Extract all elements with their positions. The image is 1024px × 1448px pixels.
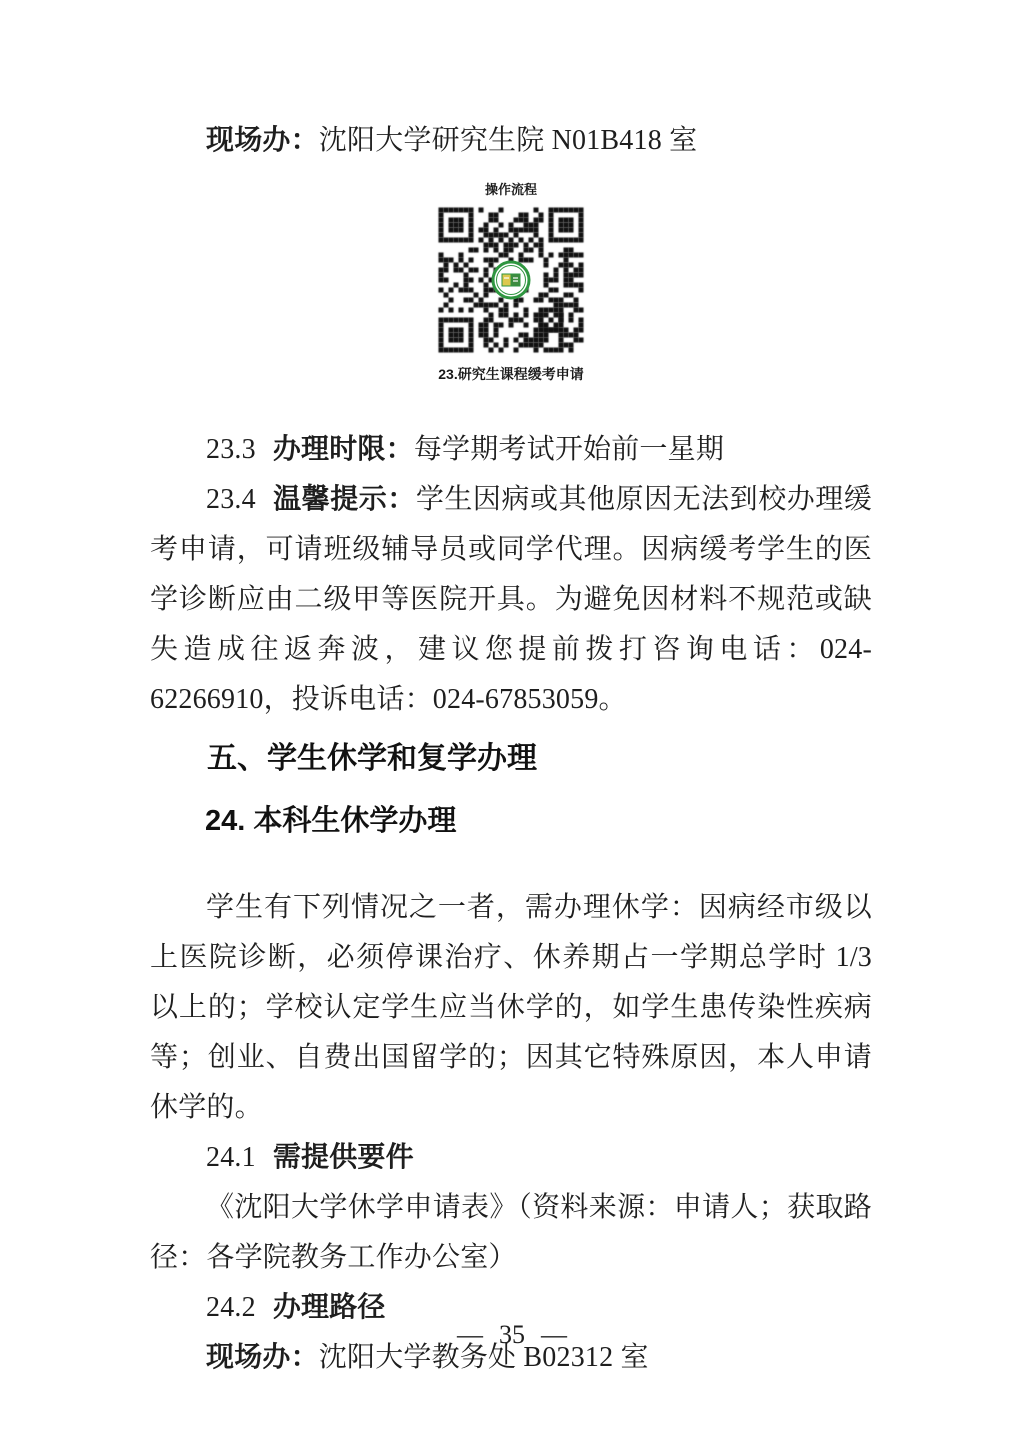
section-number: 24.2 (206, 1292, 256, 1323)
section-23-3 (150, 425, 872, 475)
onsite-text: 沈阳大学教务处 B02312 室 (318, 1342, 649, 1373)
section-23-4 (150, 475, 872, 725)
qr-title: 操作流程 (484, 182, 537, 197)
section-label: 办理路径 (272, 1292, 386, 1323)
footer-dash: — (457, 1320, 483, 1349)
page-number: 35 (499, 1320, 525, 1349)
section-label: 温馨提示： (272, 484, 416, 515)
page-footer (0, 1320, 1024, 1350)
chapter-heading: 五、学生休学和复学办理 (207, 742, 537, 775)
qr-block (150, 182, 872, 383)
text-column (150, 116, 872, 1383)
section-24-1 (150, 1133, 872, 1183)
onsite-label: 现场办： (206, 1342, 319, 1373)
onsite-text: 沈阳大学研究生院 N01B418 室 (318, 125, 698, 156)
section-text: 每学期考试开始前一星期 (413, 434, 725, 465)
section-label: 办理时限： (272, 434, 414, 465)
qr-caption: 23.研究生课程缓考申请 (438, 366, 584, 382)
paragraph-24-1: 《沈阳大学休学申请表》（资料来源：申请人；获取路径：各学院教务工作办公室） (150, 1192, 872, 1273)
onsite-grad-line (150, 116, 872, 166)
section-text: 学生因病或其他原因无法到校办理缓考申请，可请班级辅导员或同学代理。因病缓考学生的医学诊断应由二级甲等医院开具。为避免因材料不规范或缺失造成往返奔波，建议您提前拨打咨询电话：024-62266910，投诉电话：024-67853059。 (150, 484, 872, 715)
qr-wrap (437, 206, 585, 354)
sections (150, 425, 872, 1383)
section-number: 24.1 (206, 1142, 256, 1173)
section-label: 需提供要件 (272, 1142, 414, 1173)
item-24-heading: 24. 本科生休学办理 (205, 805, 457, 837)
university-logo-icon (491, 260, 531, 300)
footer-dash: — (541, 1320, 567, 1349)
section-number: 23.3 (206, 434, 256, 465)
onsite-label: 现场办： (206, 125, 319, 156)
paragraph-24: 学生有下列情况之一者，需办理休学：因病经市级以上医院诊断，必须停课治疗、休养期占一学期总学时 1/3 以上的；学校认定学生应当休学的，如学生患传染性疾病等；创业、自费出国留学的；因其它特殊原因，本人申请休学的。 (150, 892, 872, 1123)
section-number: 23.4 (206, 484, 256, 515)
